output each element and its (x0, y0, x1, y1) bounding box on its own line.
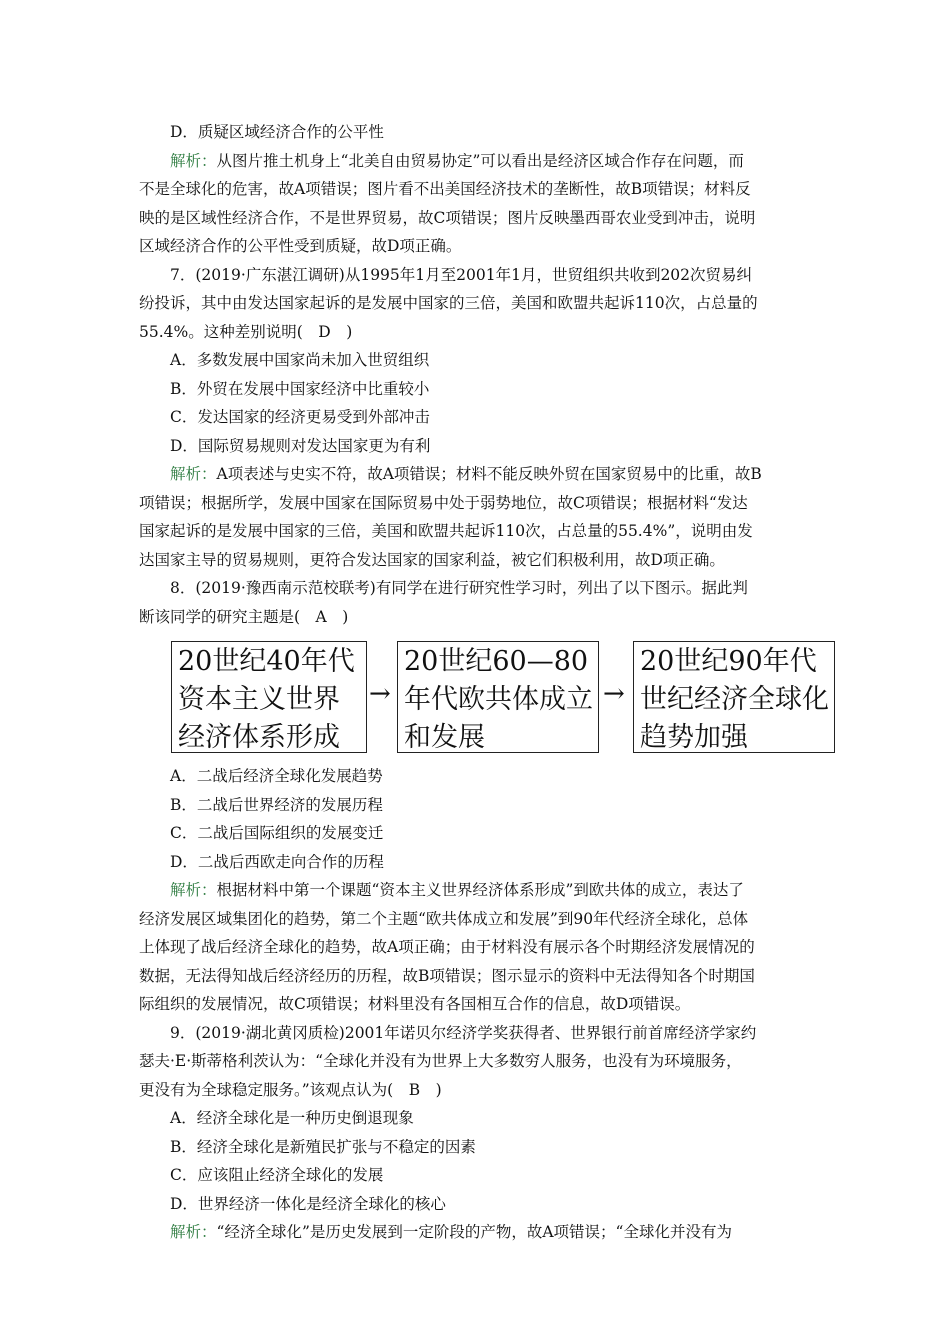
q6-analysis-line: 解析：从图片推土机身上“北美自由贸易协定”可以看出是经济区域合作存在问题，而 (170, 151, 744, 170)
diagram-box-2: 20世纪60—80 年代欧共体成立 和发展 (397, 641, 599, 753)
analysis-label: 解析： (170, 465, 217, 483)
q7-analysis-line: 项错误；根据所学，发展中国家在国际贸易中处于弱势地位，故C项错误；根据材料“发达 (139, 493, 748, 512)
q9-stem-line: 瑟夫·E·斯蒂格利茨认为：“全球化并没有为世界上大多数穷人服务，也没有为环境服务， (139, 1052, 742, 1070)
arrow-icon: → (603, 679, 625, 709)
analysis-label: 解析： (170, 1223, 217, 1241)
q9-stem-line: 更没有为全球稳定服务。”该观点认为( B ) (139, 1080, 442, 1099)
q8-option-d: D．二战后西欧走向合作的历程 (170, 852, 384, 871)
q8-analysis-line: 经济发展区域集团化的趋势，第二个主题“欧共体成立和发展”到90年代经济全球化，总体 (139, 909, 749, 928)
diagram-box-1: 20世纪40年代 资本主义世界 经济体系形成 (171, 641, 367, 753)
q9-option-c: C．应该阻止经济全球化的发展 (170, 1166, 384, 1184)
q9-option-b: B．经济全球化是新殖民扩张与不稳定的因素 (170, 1137, 476, 1156)
q8-option-a: A．二战后经济全球化发展趋势 (170, 767, 383, 785)
q8-stem-line: 8．(2019·豫西南示范校联考)有同学在进行研究性学习时，列出了以下图示。据此判 (170, 579, 748, 597)
q7-option-b: B．外贸在发展中国家经济中比重较小 (170, 379, 430, 398)
q6-analysis-line: 不是全球化的危害，故A项错误；图片看不出美国经济技术的垄断性，故B项错误；材料反 (139, 180, 751, 198)
q6-analysis-line: 映的是区域性经济合作，不是世界贸易，故C项错误；图片反映墨西哥农业受到冲击，说明 (139, 208, 756, 227)
q7-option-a: A．多数发展中国家尚未加入世贸组织 (170, 351, 430, 369)
diagram-box-3: 20世纪90年代 世纪经济全球化 趋势加强 (633, 641, 835, 753)
q8-stem-line: 断该同学的研究主题是( A ) (139, 607, 349, 626)
q8-analysis-line: 际组织的发展情况，故C项错误；材料里没有各国相互合作的信息，故D项错误。 (139, 995, 691, 1013)
q7-stem-line: 55.4%。这种差别说明( D ) (139, 322, 353, 341)
q8-analysis-line: 上体现了战后经济全球化的趋势，故A项正确；由于材料没有展示各个时期经济发展情况的 (139, 938, 755, 956)
q8-option-b: B．二战后世界经济的发展历程 (170, 795, 383, 814)
q8-analysis-line: 数据，无法得知战后经济经历的历程，故B项错误；图示显示的资料中无法得知各个时期国 (139, 966, 755, 985)
q7-option-c: C．发达国家的经济更易受到外部冲击 (170, 408, 430, 426)
q7-option-d: D．国际贸易规则对发达国家更为有利 (170, 436, 431, 455)
q6-analysis-line: 区域经济合作的公平性受到质疑，故D项正确。 (139, 237, 462, 255)
arrow-icon: → (369, 679, 391, 709)
document-page (139, 118, 829, 1247)
q9-stem-line: 9．(2019·湖北黄冈质检)2001年诺贝尔经济学奖获得者、世界银行前首席经济学家约 (170, 1023, 757, 1042)
q7-stem-line: 7．(2019·广东湛江调研)从1995年1月至2001年1月，世贸组织共收到202次贸易纠 (170, 265, 753, 284)
analysis-label: 解析： (170, 151, 217, 170)
analysis-label: 解析： (170, 881, 217, 899)
flow-diagram (139, 635, 829, 760)
q7-stem-line: 纷投诉，其中由发达国家起诉的是发展中国家的三倍，美国和欧盟共起诉110次，占总量的 (139, 294, 758, 312)
q8-analysis-line: 解析：根据材料中第一个课题“资本主义世界经济体系形成”到欧共体的成立，表达了 (170, 881, 744, 899)
q7-analysis-line: 达国家主导的贸易规则，更符合发达国家的国家利益，被它们积极利用，故D项正确。 (139, 550, 725, 569)
q6-option-d: D．质疑区域经济合作的公平性 (170, 123, 384, 141)
q9-analysis-line: 解析：“经济全球化”是历史发展到一定阶段的产物，故A项错误；“全球化并没有为 (170, 1223, 732, 1241)
q7-analysis-line: 国家起诉的是发展中国家的三倍，美国和欧盟共起诉110次，占总量的55.4%”，说明由发 (139, 522, 753, 540)
q9-option-a: A．经济全球化是一种历史倒退现象 (170, 1109, 414, 1127)
q7-analysis-line: 解析：A项表述与史实不符，故A项错误；材料不能反映外贸在国家贸易中的比重，故B (170, 465, 762, 483)
q8-option-c: C．二战后国际组织的发展变迁 (170, 824, 384, 842)
q9-option-d: D．世界经济一体化是经济全球化的核心 (170, 1194, 446, 1213)
